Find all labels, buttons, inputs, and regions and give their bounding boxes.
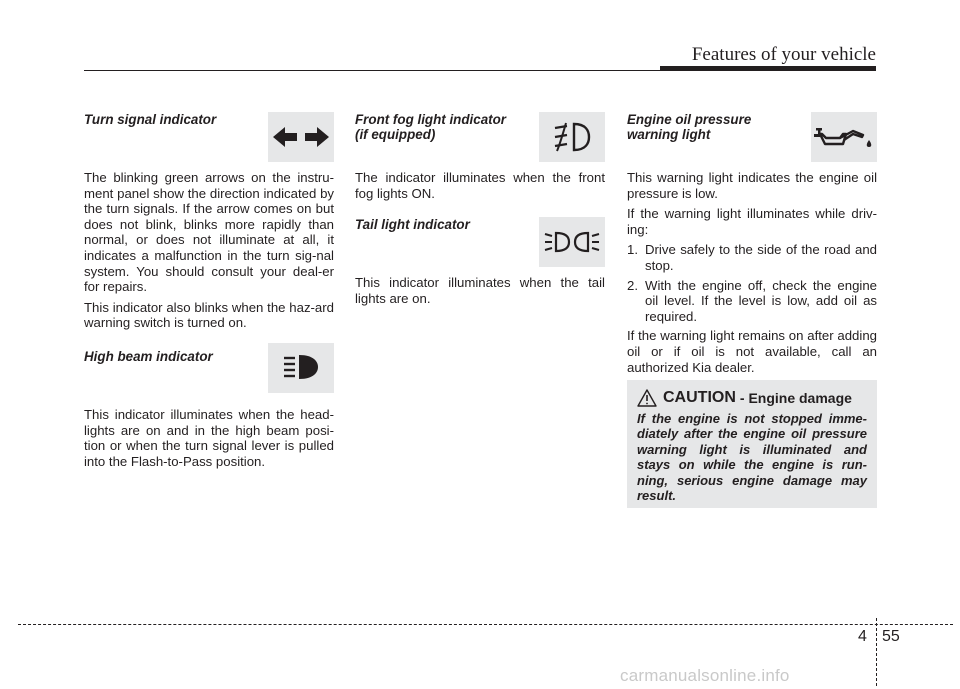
- section-heading: [355, 110, 515, 142]
- paragraph: This warning light indicates the engine oil pressure is low.: [627, 170, 877, 201]
- caution-box: [627, 380, 877, 508]
- header-rule-accent: [660, 66, 876, 71]
- front-fog-section: [355, 110, 605, 201]
- paragraph: This indicator also blinks when the haz-ard warning switch is turned on.: [84, 299, 334, 331]
- turn-signal-section: [84, 110, 334, 331]
- page-number: 55: [882, 628, 900, 645]
- list-number: 1.: [627, 242, 638, 258]
- paragraph: This indicator illuminates when the tail lights are on.: [355, 275, 605, 306]
- list-number: 2.: [627, 277, 638, 293]
- oil-pressure-section: [627, 110, 877, 375]
- caution-title: [637, 389, 852, 407]
- heading-line: warning light: [627, 127, 711, 142]
- section-heading: Turn signal indicator: [84, 112, 217, 127]
- front-fog-light-icon: [539, 112, 605, 162]
- list-item: [627, 242, 877, 273]
- heading-line: Engine oil pressure: [627, 112, 752, 127]
- oil-can-icon: [811, 112, 877, 162]
- caution-subtitle: - Engine damage: [739, 390, 852, 406]
- high-beam-section: [84, 347, 334, 469]
- watermark: carmanualsonline.info: [620, 666, 790, 685]
- footer-divider: [876, 618, 877, 686]
- tail-light-icon: [539, 217, 605, 267]
- page-header-title: Features of your vehicle: [691, 44, 876, 65]
- paragraph: The indicator illuminates when the front fog lights ON.: [355, 170, 605, 201]
- section-heading: [627, 110, 787, 142]
- turn-signal-arrows-icon: [268, 112, 334, 162]
- chapter-number: 4: [858, 628, 867, 645]
- caution-label: CAUTION: [663, 389, 736, 406]
- high-beam-icon: [268, 343, 334, 393]
- paragraph: The blinking green arrows on the instru-ment panel show the direction indicated by the turn signals. If the arrow comes on but does not blink, blinks more rapidly than normal, or does not illuminate at all, it indicates a malfunction in the turn sig-nal system. You should consult your deal-er for repairs.: [84, 170, 334, 295]
- list-text: With the engine off, check the engine oil level. If the level is low, add oil as required.: [645, 277, 877, 324]
- column-right: [627, 110, 877, 380]
- paragraph: If the warning light remains on after adding oil or if oil is not available, call an authorized Kia dealer.: [627, 328, 877, 375]
- warning-triangle-icon: [637, 389, 657, 407]
- section-heading: Tail light indicator: [355, 217, 470, 233]
- heading-line: Front fog light indicator: [355, 112, 506, 127]
- column-left: [84, 110, 334, 474]
- column-middle: [355, 110, 605, 311]
- section-heading: High beam indicator: [84, 348, 213, 364]
- paragraph: This indicator illuminates when the head-lights are on and in the high beam posi-tion or when the turn signal lever is pulled into the Flash-to-Pass position.: [84, 406, 334, 469]
- tail-light-section: [355, 215, 605, 306]
- list-text: Drive safely to the side of the road and stop.: [645, 242, 877, 273]
- caution-text: If the engine is not stopped imme-diately after the engine oil pressure warning light is illuminated and stays on while the engine is run-ning, serious engine damage may result.: [637, 411, 867, 504]
- footer-rule: [18, 624, 953, 625]
- paragraph: If the warning light illuminates while driv-ing:: [627, 206, 877, 237]
- list-item: [627, 278, 877, 325]
- heading-line: (if equipped): [355, 127, 436, 142]
